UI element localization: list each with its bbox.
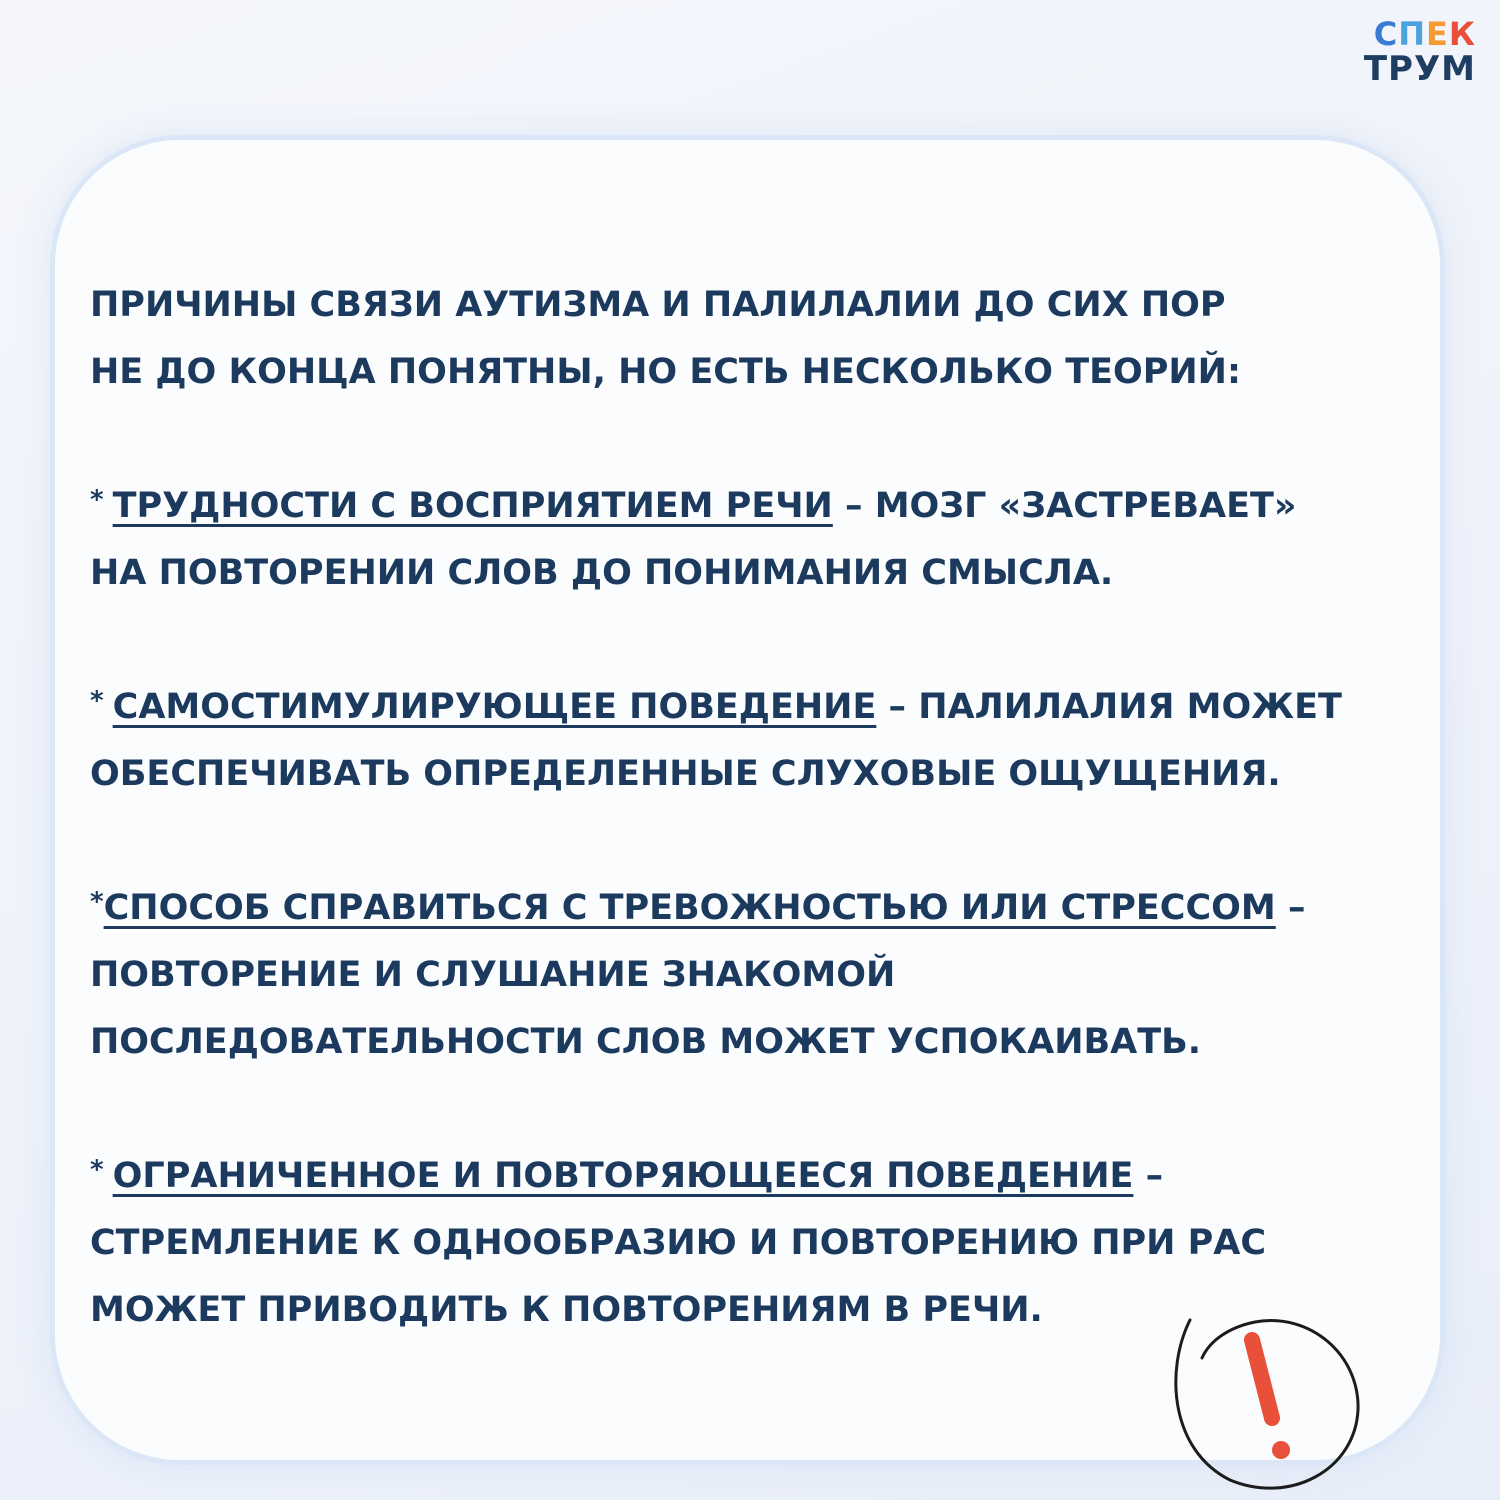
theory-line-1 (90, 473, 1450, 540)
theory-item (90, 473, 1450, 607)
theory-line-1 (90, 1143, 1450, 1210)
bullet-marker: * (90, 1155, 113, 1185)
theory-term: СПОСОБ СПРАВИТЬСЯ С ТРЕВОЖНОСТЬЮ ИЛИ СТРЕССОМ (103, 888, 1276, 928)
theory-term: ОГРАНИЧЕННОЕ И ПОВТОРЯЮЩЕЕСЯ ПОВЕДЕНИЕ (112, 1156, 1134, 1196)
theory-line-1 (90, 674, 1450, 741)
bullet-marker: * (90, 686, 113, 716)
logo-letter-2: П (1398, 15, 1426, 53)
logo-top-row (1356, 15, 1476, 53)
theory-line-1 (90, 875, 1450, 942)
logo-letter-1: С (1373, 15, 1399, 53)
theory-line-3: ПОСЛЕДОВАТЕЛЬНОСТИ СЛОВ МОЖЕТ УСПОКАИВАТЬ. (90, 1022, 1202, 1062)
theory-line-3: МОЖЕТ ПРИВОДИТЬ К ПОВТОРЕНИЯМ В РЕЧИ. (90, 1290, 1043, 1330)
theory-text: – ПАЛИЛАЛИЯ МОЖЕТ (876, 687, 1342, 727)
logo-letter-4: К (1448, 15, 1476, 53)
theory-line-2: СТРЕМЛЕНИЕ К ОДНООБРАЗИЮ И ПОВТОРЕНИЮ ПРИ РАС (90, 1223, 1267, 1263)
bullet-marker: * (90, 887, 104, 917)
theory-line-2: ПОВТОРЕНИЕ И СЛУШАНИЕ ЗНАКОМОЙ (90, 955, 896, 995)
theory-item (90, 875, 1450, 1076)
brand-logo (1356, 15, 1476, 89)
theory-text: – МОЗГ «ЗАСТРЕВАЕТ» (832, 486, 1297, 526)
intro-line-1: ПРИЧИНЫ СВЯЗИ АУТИЗМА И ПАЛИЛАЛИИ ДО СИХ ПОР (90, 285, 1226, 325)
theory-item (90, 674, 1450, 808)
intro-paragraph (90, 272, 1450, 406)
theory-text: – (1275, 888, 1306, 928)
theory-text: – (1133, 1156, 1164, 1196)
theory-line-2: НА ПОВТОРЕНИИ СЛОВ ДО ПОНИМАНИЯ СМЫСЛА. (90, 553, 1114, 593)
theory-term: ТРУДНОСТИ С ВОСПРИЯТИЕМ РЕЧИ (112, 486, 833, 526)
card-text (90, 272, 1450, 1411)
theory-term: САМОСТИМУЛИРУЮЩЕЕ ПОВЕДЕНИЕ (112, 687, 877, 727)
exclamation-circle-icon (1160, 1300, 1370, 1500)
intro-line-2: НЕ ДО КОНЦА ПОНЯТНЫ, НО ЕСТЬ НЕСКОЛЬКО ТЕОРИЙ: (90, 352, 1241, 392)
logo-letter-3: Е (1425, 15, 1449, 53)
logo-bottom-row: ТРУМ (1363, 49, 1476, 89)
bullet-marker: * (90, 485, 113, 515)
theory-line-2: ОБЕСПЕЧИВАТЬ ОПРЕДЕЛЕННЫЕ СЛУХОВЫЕ ОЩУЩЕНИЯ. (90, 754, 1281, 794)
